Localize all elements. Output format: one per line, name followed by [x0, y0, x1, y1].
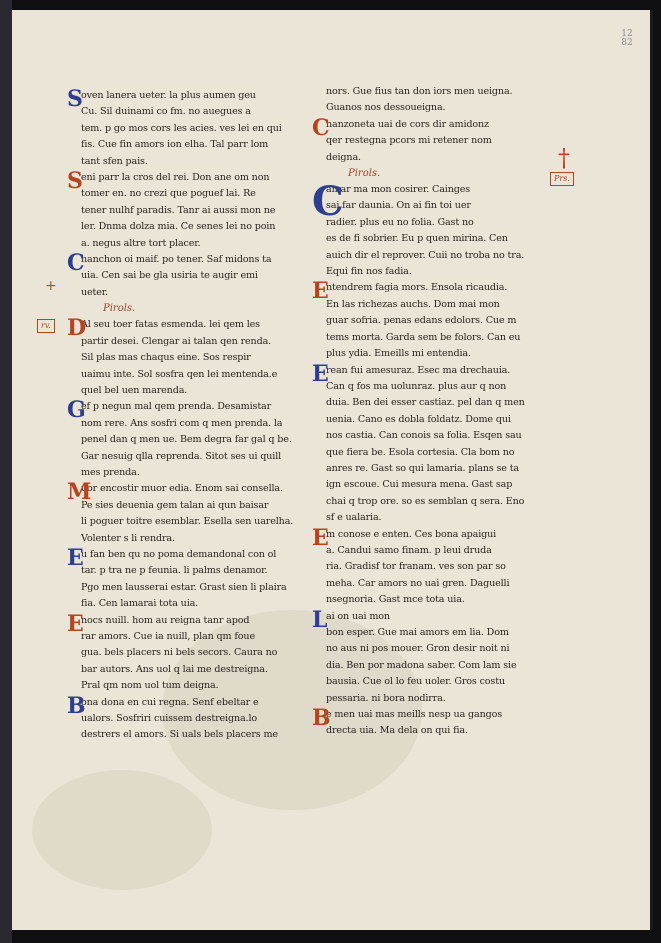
verse-line: ntendrem fagia mors. Ensola ricaudia.	[326, 282, 508, 294]
verse-stanza	[67, 544, 309, 613]
verse-line: deigna.	[326, 151, 361, 163]
verse-stanza	[312, 524, 554, 609]
verse-line: ualors. Sosfriri cuissem destreigna.lo	[81, 713, 257, 725]
margin-cross-mark: +	[45, 278, 57, 294]
margin-rubric-box: rv.	[37, 319, 55, 333]
verse-line: a. negus altre tort placer.	[81, 237, 201, 249]
decorated-initial: E	[67, 544, 84, 571]
verse-stanza	[312, 166, 570, 280]
decorated-initial: B	[312, 705, 331, 732]
verse-line: Equi fin nos fadia.	[326, 266, 412, 278]
verse-stanza	[312, 360, 554, 527]
verse-line: ona dona en cui regna. Senf ebeltar e	[81, 696, 259, 708]
verse-line: chai q trop ore. so es semblan q sera. Eno	[326, 495, 525, 507]
verse-line: rean fui amesuraz. Esec ma drechauia.	[326, 364, 511, 376]
margin-cross-mark: †	[558, 144, 570, 172]
verse-line: tomer en. no crezi que poguef lai. Re	[81, 188, 256, 200]
decorated-initial: E	[67, 610, 84, 637]
decorated-initial: S	[67, 86, 83, 112]
verse-line: fia. Cen lamarai tota uia.	[81, 598, 199, 610]
verse-line: auich dir el reprover. Cuii no troba no tra.	[326, 249, 525, 261]
verse-line: uenia. Cano es dobla foldatz. Dome qui	[326, 413, 511, 425]
verse-line: radier. plus eu no folia. Gast no	[326, 216, 474, 228]
verse-line: sai far daunia. On ai fin toi uer	[326, 200, 471, 212]
decorated-initial: B	[67, 692, 86, 719]
decorated-initial: C	[67, 250, 85, 277]
verse-line: duia. Ben dei esser castiaz. pel dan q men	[326, 397, 525, 409]
verse-line: meha. Car amors no uai gren. Daguelli	[326, 577, 510, 589]
verse-line: uor encostir muor edia. Enom sai consella.	[81, 483, 283, 495]
verse-line: hanchon oi maif. po tener. Saf midons ta	[81, 254, 272, 266]
decorated-initial: G	[67, 397, 86, 424]
verse-stanza	[312, 606, 554, 707]
verse-line: tener nulhf paradis. Tanr ai aussi mon ne	[81, 204, 276, 216]
verse-line: tant sfen pais.	[81, 155, 148, 167]
parchment-stain	[32, 770, 212, 890]
verse-line: hanzoneta uai de cors dir amidonz	[326, 118, 489, 130]
verse-line: ria. Gradisf tor franam. ves son par so	[326, 561, 506, 573]
verse-line: ai on uai mon	[326, 610, 390, 622]
verse-stanza	[67, 399, 309, 481]
verse-line: partir desei. Clengar ai talan qen renda.	[81, 335, 272, 347]
verse-line: u fan ben qu no poma demandonal con ol	[81, 548, 277, 560]
right-text-column	[312, 84, 570, 740]
left-text-column	[41, 86, 309, 744]
verse-line: ueter.	[81, 286, 109, 298]
verse-line: amar ma mon cosirer. Cainges	[326, 184, 471, 196]
verse-line: dia. Ben por madona saber. Com lam sie	[326, 659, 517, 671]
rubric-heading: Pirols.	[103, 303, 136, 315]
verse-line: nom rere. Ans sosfri com q men prenda. la	[81, 417, 283, 429]
folio-number: 12 82	[621, 29, 633, 48]
verse-line: anres re. Gast so qui lamaria. plans se ta	[326, 462, 519, 474]
verse-line: ler. Dnma dolza mia. Ce senes lei no poin	[81, 221, 276, 233]
decorated-initial: E	[312, 278, 329, 305]
verse-line: rar amors. Cue ia nuill, plan qm foue	[81, 631, 255, 642]
verse-line: Guanos nos dessoueigna.	[326, 102, 446, 114]
verse-line: guar sofria. penas edans edolors. Cue m	[326, 315, 517, 327]
verse-line: destrers el amors. Si uals bels placers me	[81, 729, 278, 741]
decorated-initial: C	[312, 114, 330, 141]
verse-line: m conose e enten. Ces bona apaigui	[326, 528, 497, 540]
book-spine-edge	[0, 0, 12, 943]
verse-stanza	[67, 692, 309, 744]
verse-stanza	[312, 707, 554, 740]
verse-line: sf e ualaria.	[326, 512, 382, 524]
margin-rubric-box: Prs.	[550, 172, 574, 186]
verse-line: En las richezas auchs. Dom mai mon	[326, 298, 500, 310]
verse-line: Pgo men lausserai estar. Grast sien li plaira	[81, 581, 287, 593]
verse-line: nors. Gue fius tan don iors men ueigna.	[326, 86, 513, 97]
decorated-initial: M	[67, 479, 92, 506]
decorated-initial: S	[67, 168, 83, 195]
verse-line: oven lanera ueter. la plus aumen geu	[81, 90, 256, 101]
verse-stanza	[67, 481, 309, 547]
verse-stanza	[67, 252, 309, 301]
verse-line: Can q fos ma uolunraz. plus aur q non	[326, 380, 507, 392]
verse-line: qer restegna pcors mi retener nom	[326, 135, 492, 147]
verse-line: e men uai mas meills nesp ua gangos	[326, 709, 503, 721]
verse-line: nsegnoria. Gast mce tota uia.	[326, 594, 465, 606]
verse-line: es de fi sobrier. Eu p quen mirina. Cen	[326, 233, 508, 245]
verse-line: gua. bels placers ni bels secors. Caura no	[81, 647, 278, 659]
verse-line: Pral qm nom uol tum deigna.	[81, 680, 219, 692]
decorated-initial: L	[312, 606, 328, 633]
verse-line: penel dan q men ue. Bem degra far gal q be.	[81, 434, 292, 446]
verse-line: tems morta. Garda sem be folors. Can eu	[326, 331, 521, 343]
verse-stanza	[67, 170, 309, 252]
verse-line: ef p negun mal qem prenda. Desamistar	[81, 401, 272, 413]
manuscript-page	[12, 10, 653, 930]
verse-stanza	[67, 88, 309, 170]
verse-line: bon esper. Gue mai amors em lia. Dom	[326, 627, 509, 638]
verse-line: uaimu inte. Sol sosfra qen lei mentenda.e	[81, 368, 278, 380]
verse-line: mes prenda.	[81, 466, 140, 478]
verse-stanza	[41, 301, 309, 399]
verse-line: bausia. Cue ol lo feu uoler. Gros costu	[326, 676, 505, 688]
verse-line: eni parr la cros del rei. Don ane om non	[81, 172, 270, 184]
verse-line: pessaria. ni bora nodirra.	[326, 692, 446, 704]
verse-line: Pe sies deuenia gem talan ai qun baisar	[81, 499, 269, 511]
rubric-heading: Pirols.	[348, 168, 381, 180]
verse-line: drecta uia. Ma dela on qui fia.	[326, 725, 468, 737]
decorated-initial: E	[312, 524, 329, 551]
verse-line: uia. Cen sai be gla usiria te augir emi	[81, 270, 258, 282]
verse-stanza	[312, 280, 554, 362]
verse-line: que fiera be. Esola cortesia. Cla bom no	[326, 446, 515, 458]
verse-line: tar. p tra ne p feunia. li palms denamor.	[81, 565, 268, 577]
verse-stanza	[312, 114, 554, 166]
verse-line: Sil plas mas chaqus eine. Sos respir	[81, 352, 251, 364]
decorated-initial: E	[312, 360, 329, 387]
verse-line: nocs nuill. hom au reigna tanr apod	[81, 614, 250, 626]
verse-line: nos castia. Can conois sa folia. Esqen sau	[326, 430, 522, 442]
decorated-initial: D	[67, 315, 87, 342]
verse-line: Cu. Sil duinami co fm. no auegues a	[81, 106, 251, 118]
verse-stanza	[67, 610, 309, 695]
verse-line: tem. p go mos cors les acies. ves lei en qui	[81, 122, 282, 134]
verse-stanza	[312, 84, 554, 117]
verse-line: bar autors. Ans uol q lai me destreigna.	[81, 663, 268, 675]
verse-line: Gar nesuig qlla reprenda. Sitot ses ui quill	[81, 450, 282, 462]
verse-line: ign escoue. Cui mesura mena. Gast sap	[326, 479, 513, 491]
verse-line: plus ydia. Emeills mi entendia.	[326, 348, 471, 360]
verse-line: Volenter s li rendra.	[81, 532, 175, 544]
verse-line: quel bel uen marenda.	[81, 384, 188, 396]
verse-line: Al seu toer fatas esmenda. lei qem les	[81, 319, 260, 331]
verse-line: fis. Cue fin amors ion elha. Tal parr lom	[81, 139, 269, 151]
verse-line: li poguer toitre esemblar. Esella sen uarelha.	[81, 516, 294, 528]
verse-line: a. Candui samo finam. p leui druda	[326, 544, 492, 556]
verse-line: no aus ni pos mouer. Gron desir noit ni	[326, 643, 510, 655]
decorated-initial: C	[312, 178, 344, 226]
